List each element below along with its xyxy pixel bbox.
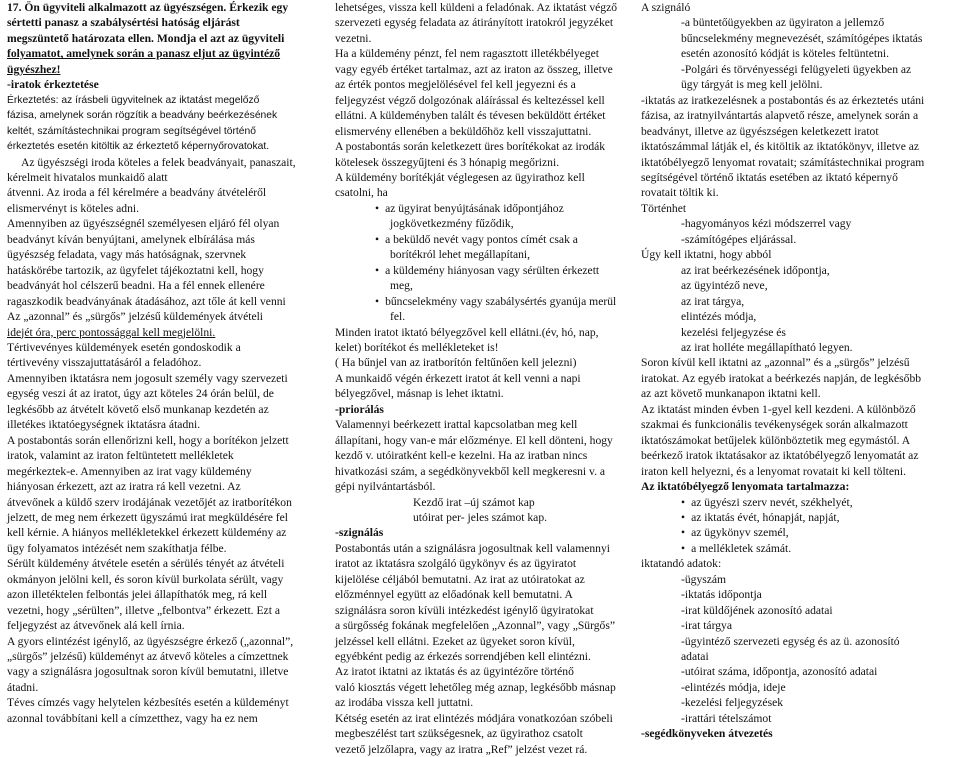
text-line: Kezdő irat –új számot kap (413, 495, 535, 509)
text-line: -priorálás (335, 402, 384, 416)
text-line: egység veszi át az iratot, úgy azt köteles 24 órán belül, de (7, 387, 274, 401)
text-line: „sürgős” jelzésű) küldeményt az átvevő köteles a címzettnek (7, 650, 289, 664)
text-line: jelzett, de meg nem érkezett ügyszámú irat megküldésére fel (7, 510, 289, 524)
text-line: Történhet (641, 201, 687, 215)
text-line: vezető jelzőlapra, vagy az iratra „Ref” jelzést vezet rá. (335, 742, 588, 756)
text-line: Téves címzés vagy helytelen kézbesítés esetén a küldeményt (7, 696, 289, 710)
text-line: Tértivevényes küldemények esetén gondoskodik a (7, 340, 241, 354)
text-line: • az iktatás évét, hónapját, napját, (641, 510, 953, 525)
text-line: Kétség esetén az irat elintézés módjára vonatkozóan szóbeli (335, 711, 613, 725)
text-line: illetékes iktatóegységnek iktatásra átadni. (7, 418, 201, 432)
text-line: -segédkönyveken átvezetés (641, 727, 773, 741)
text-line: beérkező iratok iktatásakor az iktatóbélyegző lenyomatát az (641, 449, 919, 463)
text-line: -irattári tételszámot (681, 711, 772, 725)
text-line: bélyegzővel, másnap is lehet iktatni. (335, 387, 504, 401)
text-line: tértivevény visszajuttatásáról a feladóhoz. (7, 356, 202, 370)
text-line: utóirat per- jeles számot kap. (413, 510, 548, 524)
text-line: azon illetéktelen felbontás jelei állapíthatók meg, rá kell (7, 588, 268, 602)
text-line: -utóirat száma, időpontja, azonosító adatai (681, 665, 878, 679)
text-line: • bűncselekmény vagy szabálysértés gyanúja merül (335, 294, 623, 309)
text-line: ellátni. A küldeményben talált és tévesen beküldött értéket (335, 109, 606, 123)
text-line: fázisa, az iratnyilvántartás alapvető része, amelynek során a (641, 109, 919, 123)
text-line: Úgy kell iktatni, hogy abból (641, 248, 772, 262)
text-line: az irodába vissza kell juttatni. (335, 696, 474, 710)
text-line: -ügyintéző szervezeti egység és az ü. azonosító (681, 634, 900, 648)
text-line: Az iktatóbélyegző lenyomata tartalmazza: (641, 480, 850, 494)
text-line: vezetni. (335, 31, 372, 45)
text-line: kelet) borítékot és mellékleteket is! (335, 340, 499, 354)
text-line: -iktatás időpontja (681, 588, 762, 602)
text-line: segítségével történő iktatás esetében az iktató képernyő (641, 170, 898, 184)
text-line: ( Ha bűnjel van az iratborítón feltűnően kell jelezni) (335, 356, 577, 370)
text-line: okmányon jelölni kell, és soron kívül burkolata sérült, vagy (7, 572, 284, 586)
text-line: vagy a szignálásra jogosultnak soron kívül bemutatni, illetve (7, 665, 289, 679)
text-line: folyamatot, amelynek során a panasz eljut az ügyintéző (7, 47, 281, 61)
text-line: kell kérnie. A hiányos mellékletekkel érkezett küldemény az (7, 526, 287, 540)
text-line: az irat tárgya, (681, 294, 745, 308)
text-line: átvevőnek a küldő szerv irodájának vezetőjét az iratborítékon (7, 495, 292, 509)
text-line: A munkaidő végén érkezett iratot át kell venni a napi (335, 371, 581, 385)
text-line: iraton kell helyezni, és a lenyomat rovatait ki kell tölteni. (641, 464, 906, 478)
text-line: fázisa, amelynek során rögzítik a beadvány beérkezésének (7, 110, 278, 122)
text-line: kezdő v. utóiratként kell-e kezelni. Ha az iratban nincs (335, 449, 588, 463)
text-line: az érték pontos megjelölésével fel kell jegyezni és a (335, 78, 576, 92)
text-line: feljegyzést az átvevőnek alá kell írnia. (7, 619, 185, 633)
text-line: a sürgősség fokának megfelelően „Azonnal”, vagy „Sürgős” (335, 619, 615, 633)
text-line: iktatószámmal látják el, és kitöltik az iktatókönyv, illetve az (641, 140, 920, 154)
text-line: Amennyiben iktatásra nem jogosult személy vagy szervezeti (7, 371, 288, 385)
text-line: kijelölése céljából bemutatni. Az irat az utóiratokat az (335, 572, 585, 586)
text-column-middle (335, 0, 623, 756)
text-line: -a büntetőügyekben az ügyiraton a jellemző (681, 16, 885, 30)
text-line: sértetti panasz a szabálysértési hatóság eljárást (7, 16, 240, 30)
text-line: idejét óra, perc pontossággal kell megjelölni. (7, 325, 216, 339)
text-line: szervezeti egység feladata az átirányított iratokról jegyzéket (335, 16, 614, 30)
text-line: megbeszélést tart szükségesnek, az ügyirathoz csatolt (335, 727, 583, 741)
text-line: iktatóbélyegző lenyomat rovatait; számítástechnikai program (641, 155, 925, 169)
text-line: Postabontás után a szignálásra jogosultnak kell valamennyi (335, 541, 610, 555)
text-line: 17. Ön ügyviteli alkalmazott az ügyészségen. Érkezik egy (7, 1, 289, 14)
text-line: érkeztetés esetén kitöltik az érkeztető képernyőrovatokat. (7, 141, 270, 153)
text-line: Valamennyi beérkezett irattal kapcsolatban meg kell (335, 418, 578, 432)
text-line: -Polgári és törvényességi felügyeleti ügyekben az (681, 62, 912, 76)
text-line: feljegyzést végző dolgozónak aláírással és keltezéssel kell (335, 93, 605, 107)
text-line: • az ügykönyv személ, (641, 525, 953, 540)
text-line: -elintézés módja, ideje (681, 680, 786, 694)
text-line: szakmai és funkcionális tevékenységek során alkalmazott (641, 418, 908, 432)
text-line: elintézés módja, (681, 310, 757, 324)
text-line: borítékról lehet megállapítani, (390, 248, 531, 262)
text-line: átvenni. Az iroda a fél kérelmére a beadvány átvételéről (7, 186, 267, 200)
text-line: kötelesek összegyűjteni és 3 hónapig megőrizni. (335, 155, 560, 169)
text-line: iktatandó adatok: (641, 557, 722, 571)
text-line: meg, (390, 279, 413, 293)
text-line: Az „azonnal” és „sürgős” jelzésű küldemények átvételi (7, 310, 264, 324)
text-line: elismervényt is köteles adni. (7, 201, 140, 215)
text-column-right (641, 0, 953, 741)
text-line: esetén azonosító kódját is köteles feltüntetni. (681, 47, 889, 61)
text-line: beadványt kíván benyújtani, amelynek elbírálása más (7, 232, 255, 246)
text-line: hiányosan érkezett, azt az iratra rá kell vezetni. Az (7, 480, 241, 494)
text-line: vagy egyéb értéket tartalmaz, azt az iraton az összeg, illetve (335, 62, 613, 76)
text-line: egyébként pedig az érkezés sorrendjében kell elintézni. (335, 650, 591, 664)
text-line: • a mellékletek számát. (641, 541, 953, 556)
text-line: jelzéssel kell ellátni. Ezeket az ügyeket soron kívül, (335, 634, 575, 648)
text-line: -irat tárgya (681, 619, 732, 633)
text-line: ragaszkodik beadványának átadásához, azt tőle át kell venni (7, 294, 286, 308)
text-line: iratot az iktatásra szolgáló ügykönyv és az ügyiratot (335, 557, 577, 571)
text-line: A postabontás során keletkezett üres borítékokat az irodák (335, 140, 606, 154)
text-line: kezelési feljegyzése és (681, 325, 786, 339)
text-line: előzménnyel együtt az előadónak kell bemutatni. A (335, 588, 573, 602)
text-line: az irat holléte megállapítható legyen. (681, 340, 853, 354)
text-line: átadni. (7, 680, 39, 694)
text-line: az ügyintéző neve, (681, 279, 768, 293)
text-line: beadványt, illetve az ügyészségen keletkezett iratot (641, 124, 879, 138)
text-line: Sérült küldemény átvétele esetén a sérülés tényét az átvételi (7, 557, 285, 571)
text-line: • az ügyirat benyújtásának időpontjához (335, 201, 623, 216)
text-line: adatai (681, 650, 709, 664)
text-line: Az iktatást minden évben 1-gyel kell kezdeni. A különböző (641, 402, 916, 416)
text-line: ügyészség feladata, vagy más hatóságnak, szervnek (7, 248, 247, 262)
text-line: gépi nyilvántartásból. (335, 480, 436, 494)
text-line: A szignáló (641, 1, 691, 14)
text-line: hivatkozási szám, a segédkönyvekből kell megkeresni v. a (335, 464, 606, 478)
text-line: hatáskörébe tartozik, az ügyfelet tájékoztatni kell, hogy (7, 263, 264, 277)
text-line: való kiosztás végett lehetőleg még aznap, legkésőbb másnap (335, 680, 616, 694)
text-line: az azt követő munkanapon iktatni kell. (641, 387, 821, 401)
text-line: az irat beérkezésének időpontja, (681, 263, 830, 277)
text-line: • a küldemény hiányosan vagy sérülten érkezett (335, 263, 623, 278)
text-line: -számítógépes eljárással. (681, 232, 797, 246)
text-line: jogkövetkezmény fűződik, (390, 217, 514, 231)
text-line: -ügyszám (681, 572, 727, 586)
text-line: Amennyiben az ügyészségnél személyesen eljáró fél olyan (7, 217, 280, 231)
text-line: -szignálás (335, 526, 384, 540)
text-line: • az ügyészi szerv nevét, székhelyét, (641, 495, 953, 510)
text-line: Az ügyészségi iroda köteles a felek beadványait, panaszait, (21, 155, 296, 169)
text-line: iratokat. Az egyéb iratokat a beérkezés napján, de legkésőbb (641, 371, 922, 385)
text-line: Soron kívül kell iktatni az „azonnal” és a „sürgős” jelzésű (641, 356, 910, 370)
text-line: -iktatás az iratkezelésnek a postabontás és az érkeztetés utáni (641, 93, 925, 107)
text-line: -hagyományos kézi módszerrel vagy (681, 217, 852, 231)
text-line: A gyors elintézést igénylő, az ügyészségre érkező („azonnal”, (7, 634, 294, 648)
text-line: ügy tárgyát is meg kell jelölni. (681, 78, 823, 92)
text-line: azonnal továbbítani kell a címzetthez, vagy ha ez nem (7, 711, 258, 725)
text-line: Ha a küldemény pénzt, fel nem ragasztott illetékbélyeget (335, 47, 599, 61)
text-line: keltét, számítástechnikai program segítségével történő (7, 125, 256, 137)
text-line: • a beküldő nevét vagy pontos címét csak a (335, 232, 623, 247)
text-line: iratok, valamint az iraton feltüntetett mellékletek (7, 449, 234, 463)
text-line: -kezelési feljegyzések (681, 696, 784, 710)
text-line: ügyészhez! (7, 62, 61, 76)
text-line: legkésőbb az átvételt követő első munkanap kezdetén az (7, 402, 269, 416)
text-line: lehetséges, vissza kell küldeni a feladónak. Az iktatást végző (335, 1, 618, 14)
text-line: rovatait töltik ki. (641, 186, 719, 200)
text-line: A postabontás során ellenőrizni kell, hogy a borítékon jelzett (7, 433, 289, 447)
text-line: bűncselekmény megnevezését, számítógépes iktatás (681, 31, 923, 45)
text-line: -irat küldőjének azonosító adatai (681, 603, 833, 617)
text-line: Érkeztetés: az írásbeli ügyvitelnek az iktatást megelőző (7, 94, 260, 106)
text-line: csatolni, ha (335, 186, 388, 200)
text-line: kérelmeit hivatalos munkaidő alatt (7, 170, 168, 184)
text-line: Minden iratot iktató bélyegzővel kell ellátni.(év, hó, nap, (335, 325, 599, 339)
text-line: megérkeztek-e. Amennyiben az irat vagy küldemény (7, 464, 252, 478)
text-line: Az iratot iktatni az iktatás és az ügyintézőre történő (335, 665, 574, 679)
text-line: állapítani, hogy van-e már előzménye. El kell dönteni, hogy (335, 433, 613, 447)
text-line: iktatószámokat betűjelek különböztetik meg egymástól. A (641, 433, 911, 447)
text-line: szignálásra soron kívüli intézkedést igénylő ügyiratokat (335, 603, 594, 617)
text-line: elismervény ellenében a beküldőhöz kell visszajuttatni. (335, 124, 592, 138)
text-column-left (7, 0, 313, 725)
text-line: fel. (390, 310, 406, 324)
text-line: ügy folyamatos intézését nem szakíthatja félbe. (7, 541, 227, 555)
text-line: megszüntető határozata ellen. Mondja el azt az ügyviteli (7, 31, 285, 45)
text-line: beadványát hol célszerű beadni. Ha a fél ennek ellenére (7, 279, 265, 293)
text-line: A küldemény borítékját véglegesen az ügyirathoz kell (335, 170, 585, 184)
text-line: vezetni, hogy „sérülten”, illetve „felbontva” érkezett. Ezt a (7, 603, 280, 617)
text-line: -iratok érkeztetése (7, 78, 99, 92)
